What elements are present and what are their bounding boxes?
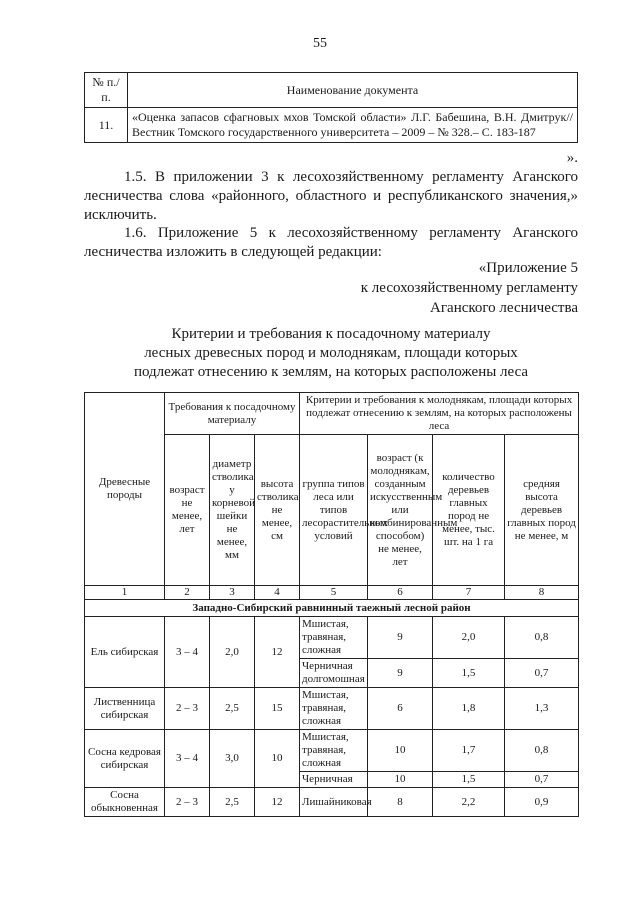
stem-diameter: 2,0 — [210, 617, 255, 688]
stem-height: 10 — [255, 730, 300, 788]
seedling-age: 2 – 3 — [165, 788, 210, 817]
col-number-header: № п./п. — [85, 73, 128, 108]
title-line: лесных древесных пород и молоднякам, площади которых — [144, 345, 518, 361]
average-height: 0,7 — [505, 772, 579, 788]
seedling-age: 3 – 4 — [165, 730, 210, 788]
col-species-header: Древесные породы — [85, 393, 165, 586]
table-row — [85, 788, 579, 817]
col-tree-count-header: количество деревьев главных пород не менее, тыс. шт. на 1 га — [433, 435, 505, 586]
stem-height: 12 — [255, 788, 300, 817]
column-number: 3 — [210, 586, 255, 600]
col-forest-type-header: группа типов леса или типов лесорастительных условий — [300, 435, 368, 586]
species-name: Сосна кедровая сибирская — [85, 730, 165, 788]
annex-line: Аганского лесничества — [430, 300, 578, 316]
young-stand-age: 10 — [368, 772, 433, 788]
young-stand-age: 8 — [368, 788, 433, 817]
tree-count: 2,0 — [433, 617, 505, 659]
documents-table-header — [85, 73, 578, 108]
annex-heading — [361, 258, 578, 318]
forest-type: Лишайниковая — [300, 788, 368, 817]
column-number: 6 — [368, 586, 433, 600]
column-number: 8 — [505, 586, 579, 600]
average-height: 0,8 — [505, 617, 579, 659]
forest-type: Мшистая, травяная, сложная — [300, 688, 368, 730]
paragraph-1-6: 1.6. Приложение 5 к лесохозяйственному регламенту Аганского лесничества изложить в следующей редакции: — [84, 225, 578, 260]
stem-diameter: 2,5 — [210, 688, 255, 730]
table-row — [85, 730, 579, 772]
region-row — [85, 600, 579, 617]
forest-type: Черничная долгомошная — [300, 659, 368, 688]
criteria-table — [84, 392, 579, 817]
average-height: 0,7 — [505, 659, 579, 688]
seedling-age: 3 – 4 — [165, 617, 210, 688]
col-avg-height-header: средняя высота деревьев главных пород не менее, м — [505, 435, 579, 586]
column-number: 1 — [85, 586, 165, 600]
average-height: 1,3 — [505, 688, 579, 730]
young-stand-age: 9 — [368, 617, 433, 659]
column-numbers-row — [85, 586, 579, 600]
col-height-header: высота стволика не менее, см — [255, 435, 300, 586]
species-name: Сосна обыкновенная — [85, 788, 165, 817]
tree-count: 2,2 — [433, 788, 505, 817]
annex-line: «Приложение 5 — [478, 260, 578, 276]
species-name: Ель сибирская — [85, 617, 165, 688]
documents-table — [84, 72, 578, 143]
forest-type: Мшистая, травяная, сложная — [300, 617, 368, 659]
forest-type: Черничная — [300, 772, 368, 788]
col-age-header: возраст не менее, лет — [165, 435, 210, 586]
young-stands-group-header: Критерии и требования к молоднякам, площади которых подлежат отнесению к землям, на которых расположены леса — [300, 393, 579, 435]
region-name: Западно-Сибирский равнинный таежный лесной район — [85, 600, 579, 617]
seedling-age: 2 – 3 — [165, 688, 210, 730]
row-number: 11. — [85, 108, 128, 143]
title-line: подлежат отнесению к землям, на которых расположены леса — [133, 364, 529, 380]
forest-type: Мшистая, травяная, сложная — [300, 730, 368, 772]
table-title — [84, 325, 578, 382]
tree-count: 1,5 — [433, 659, 505, 688]
column-number: 4 — [255, 586, 300, 600]
tree-count: 1,8 — [433, 688, 505, 730]
young-stand-age: 10 — [368, 730, 433, 772]
column-number: 5 — [300, 586, 368, 600]
young-stand-age: 9 — [368, 659, 433, 688]
table-row — [85, 688, 579, 730]
column-number: 2 — [165, 586, 210, 600]
stem-height: 15 — [255, 688, 300, 730]
tree-count: 1,7 — [433, 730, 505, 772]
tree-count: 1,5 — [433, 772, 505, 788]
annex-line: к лесохозяйственному регламенту — [360, 280, 578, 296]
stem-height: 12 — [255, 617, 300, 688]
header-row-group — [85, 393, 579, 435]
title-line: Критерии и требования к посадочному материалу — [171, 326, 491, 342]
table-row — [85, 108, 578, 143]
table-row — [85, 617, 579, 659]
document-citation: «Оценка запасов сфагновых мхов Томской области» Л.Г. Бабешина, В.Н. Дмитрук// Вестник Томского государственного университета – 2009 – № 328.– С. 183-187 — [128, 108, 578, 143]
page-number: 55 — [313, 36, 327, 51]
col-diameter-header: диаметр стволика у корневой шейки не менее, мм — [210, 435, 255, 586]
average-height: 0,9 — [505, 788, 579, 817]
average-height: 0,8 — [505, 730, 579, 772]
col-young-age-header: возраст (к молоднякам, созданным искусственным или комбинированным способом) не менее, лет — [368, 435, 433, 586]
col-document-name-header: Наименование документа — [128, 73, 578, 108]
stem-diameter: 3,0 — [210, 730, 255, 788]
paragraph-1-5: 1.5. В приложении 3 к лесохозяйственному регламенту Аганского лесничества слова «районного, областного и республиканского значения,» исключить. — [84, 169, 578, 223]
young-stand-age: 6 — [368, 688, 433, 730]
closing-quote: ». — [566, 150, 578, 166]
stem-diameter: 2,5 — [210, 788, 255, 817]
planting-material-group-header: Требования к посадочному материалу — [165, 393, 300, 435]
species-name: Лиственница сибирская — [85, 688, 165, 730]
column-number: 7 — [433, 586, 505, 600]
